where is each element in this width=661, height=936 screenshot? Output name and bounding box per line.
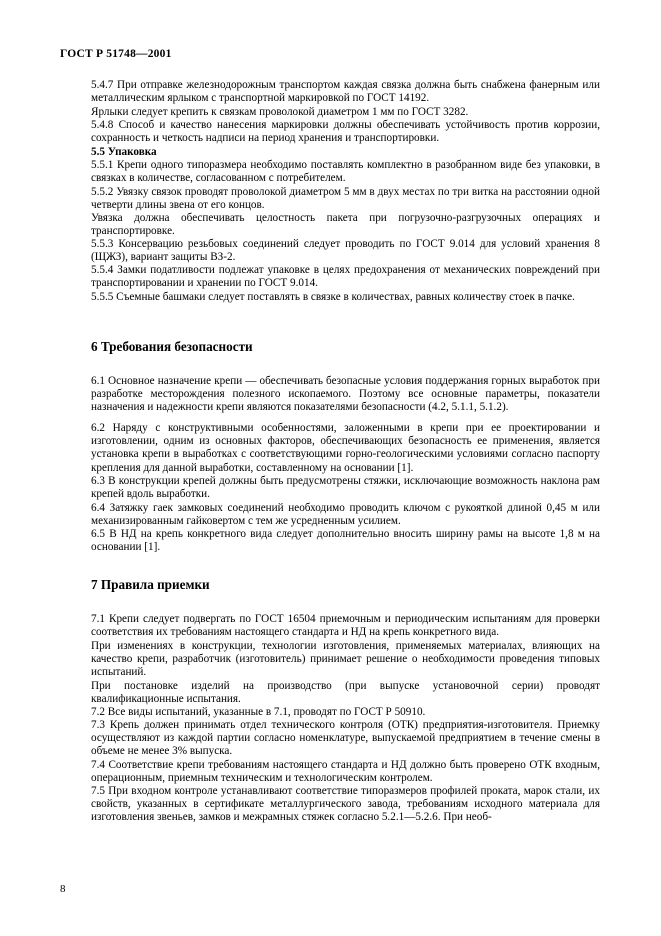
paragraph-7-1-qualification: При постановке изделий на производство (при выпуске установочной серии) проводят квалификационные испытания. — [91, 680, 600, 706]
document-header: ГОСТ Р 51748—2001 — [60, 48, 172, 60]
paragraph-6-5: 6.5 В НД на крепь конкретного вида следует дополнительно вносить ширину рамы на высоте 1,8 м на основании [1]. — [91, 528, 600, 554]
paragraph-6-3: 6.3 В конструкции крепей должны быть предусмотрены стяжки, исключающие возможность наклона рам крепей вдоль выработки. — [91, 475, 600, 501]
paragraph-7-3: 7.3 Крепь должен принимать отдел технического контроля (ОТК) предприятия-изготовителя. Приемку осуществляют из каждой партии согласно номенклатуре, выпускаемой предприятием в течение смены в объеме не менее 3% выпуска. — [91, 719, 600, 758]
paragraph-text: 5.4.7 При отправке железнодорожным транспортом каждая связка должна быть снабжена фанерным или металлическим ярлыком с транспортной маркировкой по ГОСТ 14192. — [91, 79, 600, 105]
paragraph-7-1: 7.1 Крепи следует подвергать по ГОСТ 16504 приемочным и периодическим испытаниям для проверки соответствия их требованиям настоящего стандарта и НД на крепь конкретного вида. — [91, 613, 600, 639]
page-number: 8 — [60, 883, 66, 895]
paragraph-6-2: 6.2 Наряду с конструктивными особенностями, заложенными в крепи при ее проектировании и изготовлении, одним из основных факторов, обеспечивающих безопасность ее применения, является установка крепи в выработках с соответствующими горно-геологическими условиями согласно паспорту крепления для данной выработки, составленному на основании [1]. — [91, 422, 600, 474]
section-5-5-heading: 5.5 Упаковка — [91, 146, 157, 158]
paragraph-6-1: 6.1 Основное назначение крепи — обеспечивать безопасные условия поддержания горных выработок при разработке месторождения полезного ископаемого. Поэтому все основные параметры, показатели назначения и надежности крепи являются показателями безопасности (4.2, 5.1.1, 5.1.2). — [91, 375, 600, 414]
paragraph-5-5-2: 5.5.2 Увязку связок проводят проволокой диаметром 5 мм в двух местах по три витка на расстоянии одной четверти длины звена от его концов. — [91, 186, 600, 212]
section-6-heading: 6 Требования безопасности — [91, 339, 253, 354]
section-7-heading: 7 Правила приемки — [91, 577, 210, 592]
paragraph-5-5-2-integrity: Увязка должна обеспечивать целостность пакета при погрузочно-разгрузочных операциях и транспортировке. — [91, 212, 600, 238]
paragraph-7-5: 7.5 При входном контроле устанавливают соответствие типоразмеров профилей проката, марок стали, их свойств, указанных в сертификате металлургического завода, требованиям исходного материала для изготовления звеньев, замков и межрамных стяжек согласно 5.2.1—5.2.6. При необ- — [91, 785, 600, 824]
paragraph-5-5-4: 5.5.4 Замки податливости подлежат упаковке в целях предохранения от механических повреждений при транспортировании и хранении по ГОСТ 9.014. — [91, 264, 600, 290]
paragraph-7-2: 7.2 Все виды испытаний, указанные в 7.1, проводят по ГОСТ Р 50910. — [91, 706, 426, 718]
paragraph-5-5-1: 5.5.1 Крепи одного типоразмера необходимо поставлять комплектно в разобранном виде без упаковки, в связках в количестве, согласованном с потребителем. — [91, 159, 600, 185]
paragraph-7-1-changes: При изменениях в конструкции, технологии изготовления, применяемых материалах, влияющих на качество крепи, разработчик (изготовитель) принимает решение о необходимости проведения типовых испытаний. — [91, 640, 600, 679]
paragraph-6-4: 6.4 Затяжку гаек замковых соединений необходимо проводить ключом с рукояткой длиной 0,45 м или механизированным гайковертом с тем же усредненным усилием. — [91, 502, 600, 528]
paragraph-7-4: 7.4 Соответствие крепи требованиям настоящего стандарта и НД должно быть проверено ОТК входным, операционным, приемным техническим и технологическим контролем. — [91, 759, 600, 785]
paragraph-5-4-8: 5.4.8 Способ и качество нанесения маркировки должны обеспечивать устойчивость против коррозии, сохранность и четкость надписи на период хранения и транспортировки. — [91, 119, 600, 145]
paragraph-5-4-7 — [91, 79, 600, 105]
paragraph-5-5-3: 5.5.3 Консервацию резьбовых соединений следует проводить по ГОСТ 9.014 для условий хранения 8 (ЩЖЗ), вариант защиты ВЗ-2. — [91, 238, 600, 264]
paragraph-5-5-5: 5.5.5 Съемные башмаки следует поставлять в связке в количествах, равных количеству стоек в пачке. — [91, 291, 575, 303]
paragraph-5-4-7-labels: Ярлыки следует крепить к связкам проволокой диаметром 1 мм по ГОСТ 3282. — [91, 106, 469, 118]
